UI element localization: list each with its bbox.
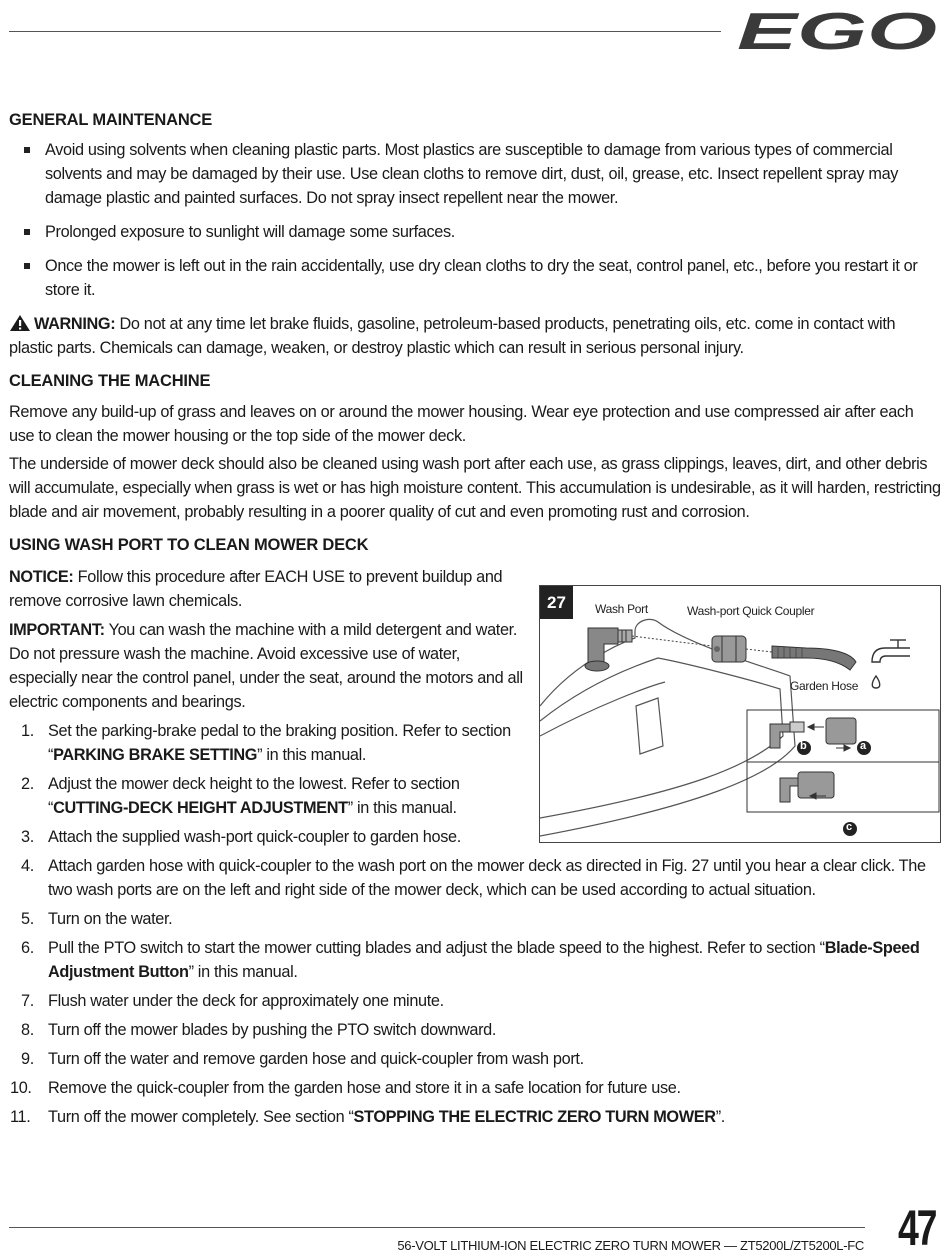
page-number: 47 [898, 1200, 936, 1256]
list-item: 3. Attach the supplied wash-port quick-coupler to garden hose. [21, 828, 461, 846]
cleaning-paragraph-1: Remove any build-up of grass and leaves on or around the mower housing. Wear eye protection and use compressed air after each use to clean the mower housing or the top side of the mower deck. [9, 403, 914, 445]
list-item: 8. Turn off the mower blades by pushing the PTO switch downward. [21, 1021, 497, 1039]
section-heading-cleaning: CLEANING THE MACHINE [9, 372, 211, 390]
label-garden-hose: Garden Hose [790, 679, 859, 693]
label-quick-coupler: Wash-port Quick Coupler [687, 604, 815, 618]
inset-ab [747, 710, 939, 762]
wash-port-illustration [540, 586, 941, 843]
general-bullets [9, 138, 941, 302]
mower-deck-icon [540, 619, 795, 836]
faucet-icon [872, 640, 910, 688]
list-item: 10. Remove the quick-coupler from the garden hose and store it in a safe location for future use. [10, 1079, 681, 1097]
warning-text: Do not at any time let brake fluids, gasoline, petroleum-based products, penetrating oils, etc. come in contact with plastic parts. Chemicals can damage, weaken, or destroy plastic which can result in serious personal injury. [9, 315, 896, 357]
notice-paragraph [9, 565, 525, 613]
notice-text: Follow this procedure after EACH USE to prevent buildup and remove corrosive lawn chemicals. [9, 568, 503, 610]
list-item: Prolonged exposure to sunlight will damage some surfaces. [9, 220, 941, 244]
list-item: 5. Turn on the water. [21, 910, 173, 928]
label-b: b [800, 740, 807, 752]
list-item: 1. Set the parking-brake pedal to the braking position. Refer to section “PARKING BRAKE SETTING” in this manual. [21, 722, 511, 764]
section-heading-washport: USING WASH PORT TO CLEAN MOWER DECK [9, 536, 369, 554]
logo-text: EGO [737, 8, 937, 53]
list-item: Avoid using solvents when cleaning plastic parts. Most plastics are susceptible to damage from various types of commercial solvents and may be damaged by their use. Use clean cloths to remove dirt, dust, oil, grease, etc. Insect repellent spray may damage plastic and painted surfaces. Do not spray insect repellent near the mower. [9, 138, 941, 210]
ego-logo [735, 8, 940, 53]
list-item: 7. Flush water under the deck for approximately one minute. [21, 992, 444, 1010]
washport-column [9, 533, 525, 714]
label-c: c [846, 821, 852, 833]
figure-27 [539, 585, 941, 843]
quick-coupler-icon [712, 636, 746, 662]
important-label: IMPORTANT: [9, 621, 105, 639]
footer-rule [9, 1227, 865, 1228]
figure-number: 27 [540, 586, 573, 619]
list-item: 11. Turn off the mower completely. See section “STOPPING THE ELECTRIC ZERO TURN MOWER”. [10, 1108, 725, 1126]
notice-label: NOTICE: [9, 568, 74, 586]
list-item: 6. Pull the PTO switch to start the mower cutting blades and adjust the blade speed to the highest. Refer to section “Blade-Speed Adjustment Button” in this manual. [21, 939, 920, 981]
section-heading-general: GENERAL MAINTENANCE [9, 111, 213, 129]
label-wash-port: Wash Port [595, 602, 648, 616]
footer-title: 56-VOLT LITHIUM-ION ELECTRIC ZERO TURN MOWER — ZT5200L/ZT5200L-FC [397, 1238, 864, 1253]
warning-paragraph [9, 312, 941, 360]
cleaning-paragraph-2: The underside of mower deck should also be cleaned using wash port after each use, as grass clippings, leaves, dirt, and other debris will accumulate, especially when grass is wet or has high moisture content. This accumulation is undesirable, as it will harden, restricting blade and air movement, probably resulting in a poorer quality of cut and even promoting rust and corrosion. [9, 455, 941, 521]
inset-c [747, 762, 939, 812]
list-item: Once the mower is left out in the rain accidentally, use dry clean cloths to dry the seat, control panel, etc., before you restart it or store it. [9, 254, 941, 302]
garden-hose-icon [772, 646, 856, 670]
important-text: You can wash the machine with a mild detergent and water. Do not pressure wash the machine. Avoid excessive use of water, especially near the control panel, under the seat, around the motors and all electric components and bearings. [9, 621, 523, 711]
list-item: 4. Attach garden hose with quick-coupler to the wash port on the mower deck as directed in Fig. 27 until you hear a clear click. The two wash ports are on the left and right side of the mower deck, which can be used according to actual situation. [21, 857, 926, 899]
label-a: a [860, 740, 866, 752]
warning-label: WARNING: [34, 315, 116, 333]
warning-triangle-icon [9, 314, 31, 332]
important-paragraph [9, 618, 525, 714]
list-item: 2. Adjust the mower deck height to the lowest. Refer to section “CUTTING-DECK HEIGHT ADJUSTMENT” in this manual. [21, 775, 460, 817]
list-item: 9. Turn off the water and remove garden hose and quick-coupler from wash port. [21, 1050, 584, 1068]
header-rule [9, 31, 721, 32]
